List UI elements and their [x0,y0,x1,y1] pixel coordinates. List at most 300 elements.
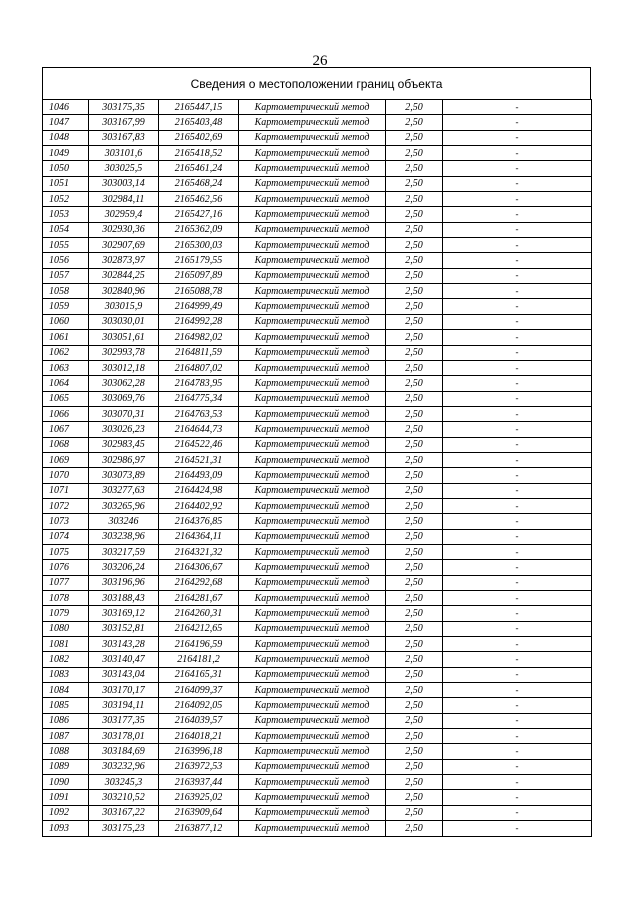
table-row [43,176,592,191]
accuracy-cell: 2,50 [386,299,443,314]
table-row [43,713,592,728]
table-row [43,422,592,437]
y-coordinate-cell: 2164196,59 [159,637,239,652]
point-number-cell: 1046 [43,100,89,115]
description-cell: - [443,698,592,713]
y-coordinate-cell: 2165402,69 [159,130,239,145]
description-cell: - [443,683,592,698]
y-coordinate-cell: 2164039,57 [159,713,239,728]
table-row [43,621,592,636]
y-coordinate-cell: 2164783,95 [159,376,239,391]
x-coordinate-cell: 303152,81 [89,621,159,636]
x-coordinate-cell: 303069,76 [89,391,159,406]
table-row [43,759,592,774]
point-number-cell: 1073 [43,514,89,529]
table-row [43,314,592,329]
table-row [43,529,592,544]
x-coordinate-cell: 303101,6 [89,146,159,161]
y-coordinate-cell: 2164775,34 [159,391,239,406]
method-cell: Картометрический метод [239,744,386,759]
accuracy-cell: 2,50 [386,775,443,790]
method-cell: Картометрический метод [239,222,386,237]
accuracy-cell: 2,50 [386,667,443,682]
y-coordinate-cell: 2164321,32 [159,544,239,559]
coordinates-sheet [42,67,591,837]
point-number-cell: 1053 [43,207,89,222]
description-cell: - [443,376,592,391]
y-coordinate-cell: 2164212,65 [159,621,239,636]
point-number-cell: 1074 [43,529,89,544]
accuracy-cell: 2,50 [386,560,443,575]
x-coordinate-cell: 303062,28 [89,376,159,391]
point-number-cell: 1055 [43,238,89,253]
point-number-cell: 1082 [43,652,89,667]
table-row [43,744,592,759]
description-cell: - [443,575,592,590]
table-row [43,299,592,314]
point-number-cell: 1048 [43,130,89,145]
method-cell: Картометрический метод [239,591,386,606]
method-cell: Картометрический метод [239,560,386,575]
point-number-cell: 1059 [43,299,89,314]
table-row [43,575,592,590]
x-coordinate-cell: 303030,01 [89,314,159,329]
x-coordinate-cell: 303167,83 [89,130,159,145]
description-cell: - [443,544,592,559]
method-cell: Картометрический метод [239,452,386,467]
table-body [43,100,592,837]
method-cell: Картометрический метод [239,529,386,544]
table-row [43,514,592,529]
accuracy-cell: 2,50 [386,222,443,237]
table-row [43,253,592,268]
description-cell: - [443,299,592,314]
point-number-cell: 1070 [43,468,89,483]
table-row [43,207,592,222]
y-coordinate-cell: 2165300,03 [159,238,239,253]
point-number-cell: 1077 [43,575,89,590]
method-cell: Картометрический метод [239,146,386,161]
accuracy-cell: 2,50 [386,544,443,559]
point-number-cell: 1067 [43,422,89,437]
description-cell: - [443,422,592,437]
method-cell: Картометрический метод [239,483,386,498]
point-number-cell: 1089 [43,759,89,774]
point-number-cell: 1083 [43,667,89,682]
x-coordinate-cell: 303188,43 [89,591,159,606]
accuracy-cell: 2,50 [386,698,443,713]
x-coordinate-cell: 303277,63 [89,483,159,498]
method-cell: Картометрический метод [239,805,386,820]
description-cell: - [443,560,592,575]
description-cell: - [443,176,592,191]
point-number-cell: 1088 [43,744,89,759]
description-cell: - [443,115,592,130]
y-coordinate-cell: 2165097,89 [159,268,239,283]
description-cell: - [443,498,592,513]
description-cell: - [443,360,592,375]
table-row [43,667,592,682]
table-row [43,452,592,467]
description-cell: - [443,606,592,621]
x-coordinate-cell: 303210,52 [89,790,159,805]
accuracy-cell: 2,50 [386,207,443,222]
accuracy-cell: 2,50 [386,713,443,728]
description-cell: - [443,621,592,636]
point-number-cell: 1066 [43,406,89,421]
accuracy-cell: 2,50 [386,821,443,836]
method-cell: Картометрический метод [239,775,386,790]
x-coordinate-cell: 302873,97 [89,253,159,268]
point-number-cell: 1058 [43,284,89,299]
y-coordinate-cell: 2165462,56 [159,192,239,207]
y-coordinate-cell: 2165461,24 [159,161,239,176]
description-cell: - [443,637,592,652]
description-cell: - [443,207,592,222]
accuracy-cell: 2,50 [386,360,443,375]
table-row [43,284,592,299]
point-number-cell: 1063 [43,360,89,375]
point-number-cell: 1080 [43,621,89,636]
description-cell: - [443,314,592,329]
x-coordinate-cell: 302844,25 [89,268,159,283]
accuracy-cell: 2,50 [386,729,443,744]
method-cell: Картометрический метод [239,729,386,744]
y-coordinate-cell: 2164260,31 [159,606,239,621]
point-number-cell: 1047 [43,115,89,130]
x-coordinate-cell: 303026,23 [89,422,159,437]
y-coordinate-cell: 2164999,49 [159,299,239,314]
y-coordinate-cell: 2164281,67 [159,591,239,606]
description-cell: - [443,222,592,237]
method-cell: Картометрический метод [239,790,386,805]
table-row [43,483,592,498]
y-coordinate-cell: 2165362,09 [159,222,239,237]
table-row [43,100,592,115]
table-row [43,376,592,391]
y-coordinate-cell: 2164644,73 [159,422,239,437]
x-coordinate-cell: 302907,69 [89,238,159,253]
x-coordinate-cell: 303184,69 [89,744,159,759]
point-number-cell: 1069 [43,452,89,467]
point-number-cell: 1071 [43,483,89,498]
y-coordinate-cell: 2165468,24 [159,176,239,191]
method-cell: Картометрический метод [239,759,386,774]
description-cell: - [443,652,592,667]
table-row [43,775,592,790]
method-cell: Картометрический метод [239,391,386,406]
table-row [43,821,592,836]
x-coordinate-cell: 303015,9 [89,299,159,314]
method-cell: Картометрический метод [239,683,386,698]
method-cell: Картометрический метод [239,345,386,360]
y-coordinate-cell: 2165418,52 [159,146,239,161]
description-cell: - [443,759,592,774]
method-cell: Картометрический метод [239,176,386,191]
description-cell: - [443,805,592,820]
method-cell: Картометрический метод [239,821,386,836]
accuracy-cell: 2,50 [386,376,443,391]
method-cell: Картометрический метод [239,667,386,682]
method-cell: Картометрический метод [239,713,386,728]
x-coordinate-cell: 303070,31 [89,406,159,421]
x-coordinate-cell: 302984,11 [89,192,159,207]
point-number-cell: 1075 [43,544,89,559]
accuracy-cell: 2,50 [386,130,443,145]
method-cell: Картометрический метод [239,606,386,621]
method-cell: Картометрический метод [239,544,386,559]
x-coordinate-cell: 303170,17 [89,683,159,698]
point-number-cell: 1092 [43,805,89,820]
x-coordinate-cell: 303175,23 [89,821,159,836]
accuracy-cell: 2,50 [386,268,443,283]
accuracy-cell: 2,50 [386,468,443,483]
description-cell: - [443,330,592,345]
description-cell: - [443,729,592,744]
method-cell: Картометрический метод [239,161,386,176]
page-number: 26 [312,53,328,69]
method-cell: Картометрический метод [239,406,386,421]
method-cell: Картометрический метод [239,268,386,283]
point-number-cell: 1084 [43,683,89,698]
x-coordinate-cell: 303012,18 [89,360,159,375]
y-coordinate-cell: 2164522,46 [159,437,239,452]
point-number-cell: 1093 [43,821,89,836]
accuracy-cell: 2,50 [386,790,443,805]
y-coordinate-cell: 2165447,15 [159,100,239,115]
point-number-cell: 1049 [43,146,89,161]
y-coordinate-cell: 2164364,11 [159,529,239,544]
y-coordinate-cell: 2164165,31 [159,667,239,682]
point-number-cell: 1091 [43,790,89,805]
y-coordinate-cell: 2163937,44 [159,775,239,790]
method-cell: Картометрический метод [239,637,386,652]
x-coordinate-cell: 303167,99 [89,115,159,130]
x-coordinate-cell: 303232,96 [89,759,159,774]
accuracy-cell: 2,50 [386,115,443,130]
accuracy-cell: 2,50 [386,330,443,345]
accuracy-cell: 2,50 [386,744,443,759]
x-coordinate-cell: 302959,4 [89,207,159,222]
boundary-points-table [42,99,592,837]
y-coordinate-cell: 2165427,16 [159,207,239,222]
point-number-cell: 1085 [43,698,89,713]
y-coordinate-cell: 2165403,48 [159,115,239,130]
y-coordinate-cell: 2164018,21 [159,729,239,744]
point-number-cell: 1072 [43,498,89,513]
table-row [43,698,592,713]
point-number-cell: 1052 [43,192,89,207]
description-cell: - [443,514,592,529]
point-number-cell: 1056 [43,253,89,268]
method-cell: Картометрический метод [239,575,386,590]
description-cell: - [443,468,592,483]
accuracy-cell: 2,50 [386,483,443,498]
table-row [43,805,592,820]
table-row [43,360,592,375]
y-coordinate-cell: 2163996,18 [159,744,239,759]
accuracy-cell: 2,50 [386,422,443,437]
y-coordinate-cell: 2164181,2 [159,652,239,667]
table-title: Сведения о местоположении границ объекта [42,67,591,99]
x-coordinate-cell: 303177,35 [89,713,159,728]
x-coordinate-cell: 303169,12 [89,606,159,621]
y-coordinate-cell: 2164099,37 [159,683,239,698]
point-number-cell: 1068 [43,437,89,452]
description-cell: - [443,821,592,836]
method-cell: Картометрический метод [239,514,386,529]
method-cell: Картометрический метод [239,376,386,391]
accuracy-cell: 2,50 [386,406,443,421]
accuracy-cell: 2,50 [386,606,443,621]
table-row [43,652,592,667]
method-cell: Картометрический метод [239,498,386,513]
description-cell: - [443,130,592,145]
x-coordinate-cell: 303073,89 [89,468,159,483]
y-coordinate-cell: 2164292,68 [159,575,239,590]
x-coordinate-cell: 303217,59 [89,544,159,559]
description-cell: - [443,437,592,452]
description-cell: - [443,146,592,161]
method-cell: Картометрический метод [239,207,386,222]
table-row [43,498,592,513]
table-row [43,391,592,406]
accuracy-cell: 2,50 [386,529,443,544]
y-coordinate-cell: 2165179,55 [159,253,239,268]
table-row [43,115,592,130]
y-coordinate-cell: 2163877,12 [159,821,239,836]
x-coordinate-cell: 303238,96 [89,529,159,544]
table-row [43,637,592,652]
table-row [43,268,592,283]
description-cell: - [443,591,592,606]
y-coordinate-cell: 2163972,53 [159,759,239,774]
description-cell: - [443,529,592,544]
y-coordinate-cell: 2164306,67 [159,560,239,575]
description-cell: - [443,268,592,283]
description-cell: - [443,391,592,406]
description-cell: - [443,452,592,467]
method-cell: Картометрический метод [239,115,386,130]
x-coordinate-cell: 303003,14 [89,176,159,191]
table-row [43,606,592,621]
description-cell: - [443,161,592,176]
table-row [43,345,592,360]
x-coordinate-cell: 303175,35 [89,100,159,115]
accuracy-cell: 2,50 [386,621,443,636]
point-number-cell: 1081 [43,637,89,652]
method-cell: Картометрический метод [239,299,386,314]
description-cell: - [443,100,592,115]
method-cell: Картометрический метод [239,698,386,713]
point-number-cell: 1076 [43,560,89,575]
y-coordinate-cell: 2164763,53 [159,406,239,421]
accuracy-cell: 2,50 [386,575,443,590]
y-coordinate-cell: 2164424,98 [159,483,239,498]
point-number-cell: 1062 [43,345,89,360]
accuracy-cell: 2,50 [386,314,443,329]
y-coordinate-cell: 2164092,05 [159,698,239,713]
x-coordinate-cell: 303246 [89,514,159,529]
accuracy-cell: 2,50 [386,452,443,467]
method-cell: Картометрический метод [239,360,386,375]
y-coordinate-cell: 2164982,02 [159,330,239,345]
method-cell: Картометрический метод [239,330,386,345]
table-row [43,790,592,805]
x-coordinate-cell: 302986,97 [89,452,159,467]
accuracy-cell: 2,50 [386,437,443,452]
y-coordinate-cell: 2164521,31 [159,452,239,467]
accuracy-cell: 2,50 [386,345,443,360]
y-coordinate-cell: 2164493,09 [159,468,239,483]
description-cell: - [443,406,592,421]
table-row [43,330,592,345]
table-row [43,222,592,237]
y-coordinate-cell: 2164402,92 [159,498,239,513]
y-coordinate-cell: 2164811,59 [159,345,239,360]
x-coordinate-cell: 303245,3 [89,775,159,790]
x-coordinate-cell: 303178,01 [89,729,159,744]
point-number-cell: 1065 [43,391,89,406]
y-coordinate-cell: 2164376,85 [159,514,239,529]
accuracy-cell: 2,50 [386,176,443,191]
point-number-cell: 1087 [43,729,89,744]
x-coordinate-cell: 302983,45 [89,437,159,452]
accuracy-cell: 2,50 [386,637,443,652]
description-cell: - [443,284,592,299]
point-number-cell: 1061 [43,330,89,345]
description-cell: - [443,345,592,360]
x-coordinate-cell: 303143,04 [89,667,159,682]
accuracy-cell: 2,50 [386,238,443,253]
point-number-cell: 1051 [43,176,89,191]
table-row [43,406,592,421]
x-coordinate-cell: 303194,11 [89,698,159,713]
description-cell: - [443,483,592,498]
x-coordinate-cell: 303051,61 [89,330,159,345]
method-cell: Картометрический метод [239,100,386,115]
accuracy-cell: 2,50 [386,683,443,698]
description-cell: - [443,744,592,759]
method-cell: Картометрический метод [239,437,386,452]
table-row [43,560,592,575]
method-cell: Картометрический метод [239,192,386,207]
point-number-cell: 1057 [43,268,89,283]
x-coordinate-cell: 302993,78 [89,345,159,360]
table-row [43,238,592,253]
y-coordinate-cell: 2163909,64 [159,805,239,820]
method-cell: Картометрический метод [239,652,386,667]
accuracy-cell: 2,50 [386,652,443,667]
description-cell: - [443,775,592,790]
x-coordinate-cell: 303167,22 [89,805,159,820]
method-cell: Картометрический метод [239,621,386,636]
accuracy-cell: 2,50 [386,805,443,820]
x-coordinate-cell: 303196,96 [89,575,159,590]
point-number-cell: 1060 [43,314,89,329]
accuracy-cell: 2,50 [386,759,443,774]
description-cell: - [443,192,592,207]
method-cell: Картометрический метод [239,314,386,329]
method-cell: Картометрический метод [239,422,386,437]
method-cell: Картометрический метод [239,238,386,253]
y-coordinate-cell: 2165088,78 [159,284,239,299]
accuracy-cell: 2,50 [386,253,443,268]
method-cell: Картометрический метод [239,130,386,145]
x-coordinate-cell: 302840,96 [89,284,159,299]
point-number-cell: 1078 [43,591,89,606]
method-cell: Картометрический метод [239,253,386,268]
